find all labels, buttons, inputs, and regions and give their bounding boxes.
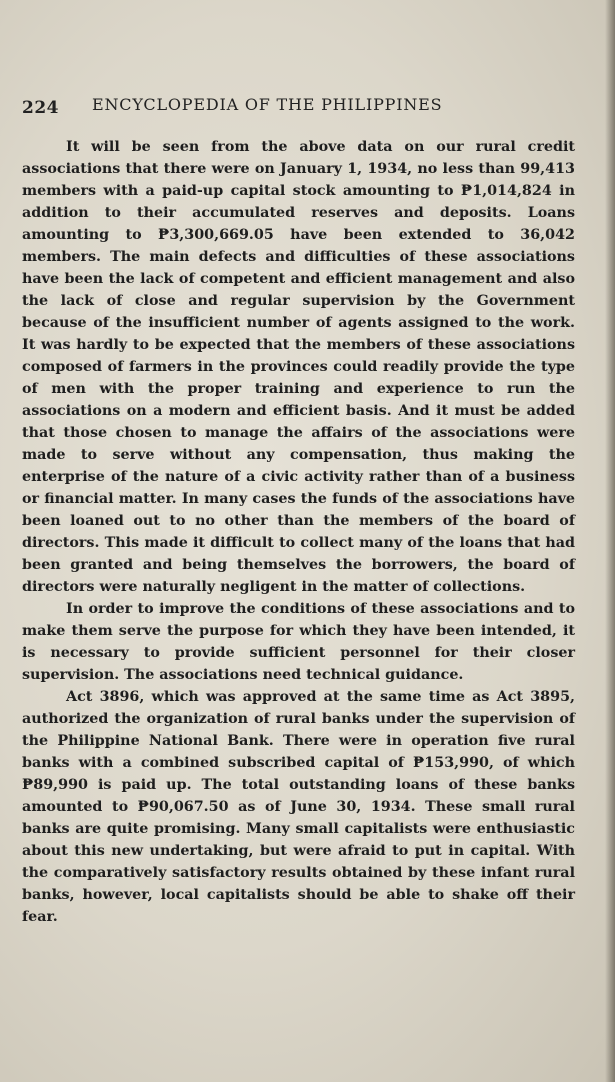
- page-number: 224: [22, 98, 59, 118]
- paragraph-rural-credit-associations: It will be seen from the above data on our rural credit associations that there were on January 1, 1934, no less than 99,413 members with a paid-up capital stock amounting to ₱1,014,824 in addition to their accumulated reserves and deposits. Loans amounting to ₱3,300,669.05 have been extended to 36,042 members. The main defects and difficulties of these associations have been the lack of competent and efficient management and also the lack of close and regular supervision by the Government because of the insufficient number of agents assigned to the work. It was hardly to be expected that the members of these associations composed of farmers in the provinces could readily provide the type of men with the proper training and experience to run the associations on a modern and efficient basis. And it must be added that those chosen to manage the affairs of the associations were made to serve without any compensation, thus making the enterprise of the nature of a civic activity rather than of a business or financial matter. In many cases the funds of the associations have been loaned out to no other than the members of the board of directors. This made it difficult to collect many of the loans that had been granted and being themselves the borrowers, the board of directors were naturally negligent in the matter of collections.: [22, 139, 575, 595]
- body-text: [22, 136, 575, 928]
- paragraph-rural-banks: Act 3896, which was approved at the same time as Act 3895, authorized the organization of rural banks under the supervision of the Philippine National Bank. There were in operation five rural banks with a combined subscribed capital of ₱153,990, of which ₱89,990 is paid up. The total outstanding loans of these banks amounted to ₱90,067.50 as of June 30, 1934. These small rural banks are quite promising. Many small capitalists were enthusiastic about this new undertaking, but were afraid to put in capital. With the comparatively satisfactory results obtained by these infant rural banks, however, local capitalists should be able to shake off their fear.: [22, 689, 575, 925]
- page-header: [22, 95, 582, 121]
- running-title: ENCYCLOPEDIA OF THE PHILIPPINES: [92, 95, 443, 114]
- paragraph-improvement-needs: In order to improve the conditions of these associations and to make them serve the purpose for which they have been intended, it is necessary to provide sufficient personnel for their closer supervision. The associations need technical guidance.: [22, 601, 575, 683]
